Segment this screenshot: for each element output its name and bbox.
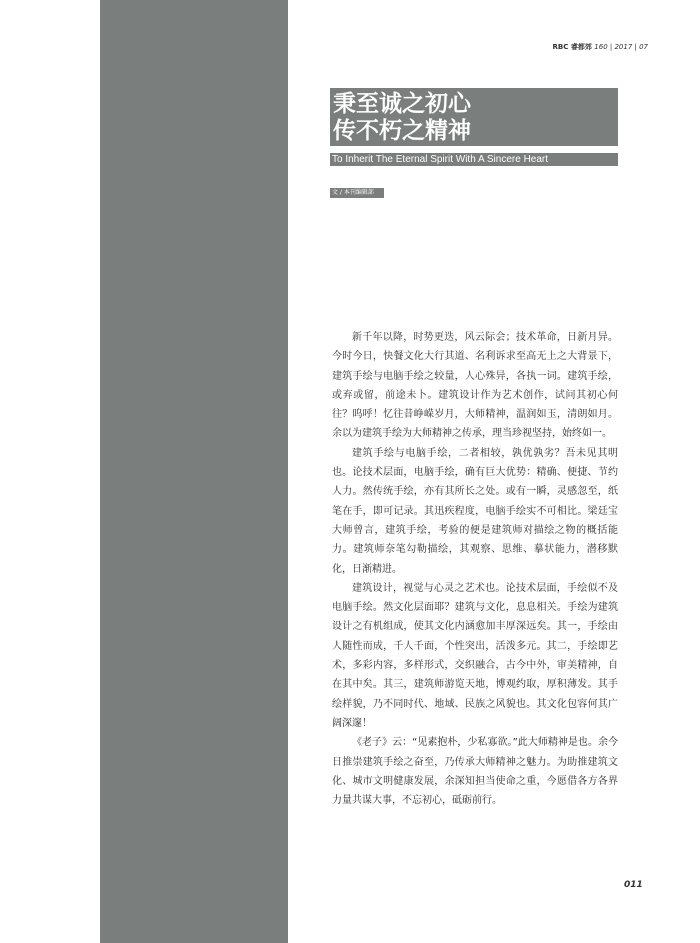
header-brand: RBC — [552, 43, 569, 51]
title-line-2: 传不朽之精神 — [333, 117, 471, 144]
title-block — [330, 88, 618, 146]
paragraph-2: 建筑手绘与电脑手绘，二者相较，孰优孰劣？吾未见其明也。论技术层面，电脑手绘，确有巨大优势：精确、便捷、节约人力。然传统手绘，亦有其所长之处。或有一瞬，灵感忽至，纸笔在手，即可记录。其迅疾程度，电脑手绘实不可相比。梁廷宝大师曾言，建筑手绘，考验的便是建筑师对描绘之物的概括能力。建筑师奈笔勾勒描绘，其观察、思维、摹状能力，潜移默化，日渐精进。 — [332, 447, 618, 575]
running-header — [540, 42, 648, 52]
gray-side-band — [100, 0, 288, 943]
header-issue: 160 | 2017 | 07 — [594, 43, 648, 51]
author-tag: 文 / 本刊编辑部 — [330, 188, 384, 198]
paragraph-4: 《老子》云：“见素抱朴，少私寡欲。”此大师精神是也。余今日推崇建筑手绘之奋至，乃传承大师精神之魅力。为助推建筑文化、城市文明健康发展，余深知担当使命之重，今愿借各方各界力量共谋大事，不忘初心，砥砺前行。 — [332, 737, 618, 807]
page-number: 011 — [624, 880, 643, 890]
title-line-1: 秉至诚之初心 — [333, 90, 471, 117]
header-journal: 睿都郊 — [570, 43, 592, 51]
article-body — [332, 328, 618, 810]
english-subtitle: To Inherit The Eternal Spirit With A Sincere Heart — [330, 153, 618, 166]
paragraph-1: 新千年以降，时势更迭，风云际会；技术革命，日新月异。今时今日，快餐文化大行其道、名利诉求至高无上之大背景下，建筑手绘与电脑手绘之较量，人心殊异，各执一词。建筑手绘，或弃或留，前途未卜。建筑设计作为艺术创作，试问其初心何往？呜呼！忆往昔峥嵘岁月，大师精神，温润如玉，清朗如月。余以为建筑手绘为大师精神之传承，理当珍视坚持，始终如一。 — [332, 332, 618, 440]
paragraph-3: 建筑设计，视觉与心灵之艺术也。论技术层面，手绘似不及电脑手绘。然文化层面耶？建筑与文化，息息相关。手绘为建筑设计之有机组成，使其文化内涵愈加丰厚深远矣。其一，手绘由人随性而成，千人千面，个性突出，活泼多元。其二，手绘即艺术，多彩内容，多样形式，交织融合，古今中外，审美精神，自在其中矣。其三，建筑师游览天地，博观约取，厚积薄发。其手绘样貌，乃不同时代、地域、民族之风貌也。其文化包容何其广阔深邃！ — [332, 582, 618, 729]
